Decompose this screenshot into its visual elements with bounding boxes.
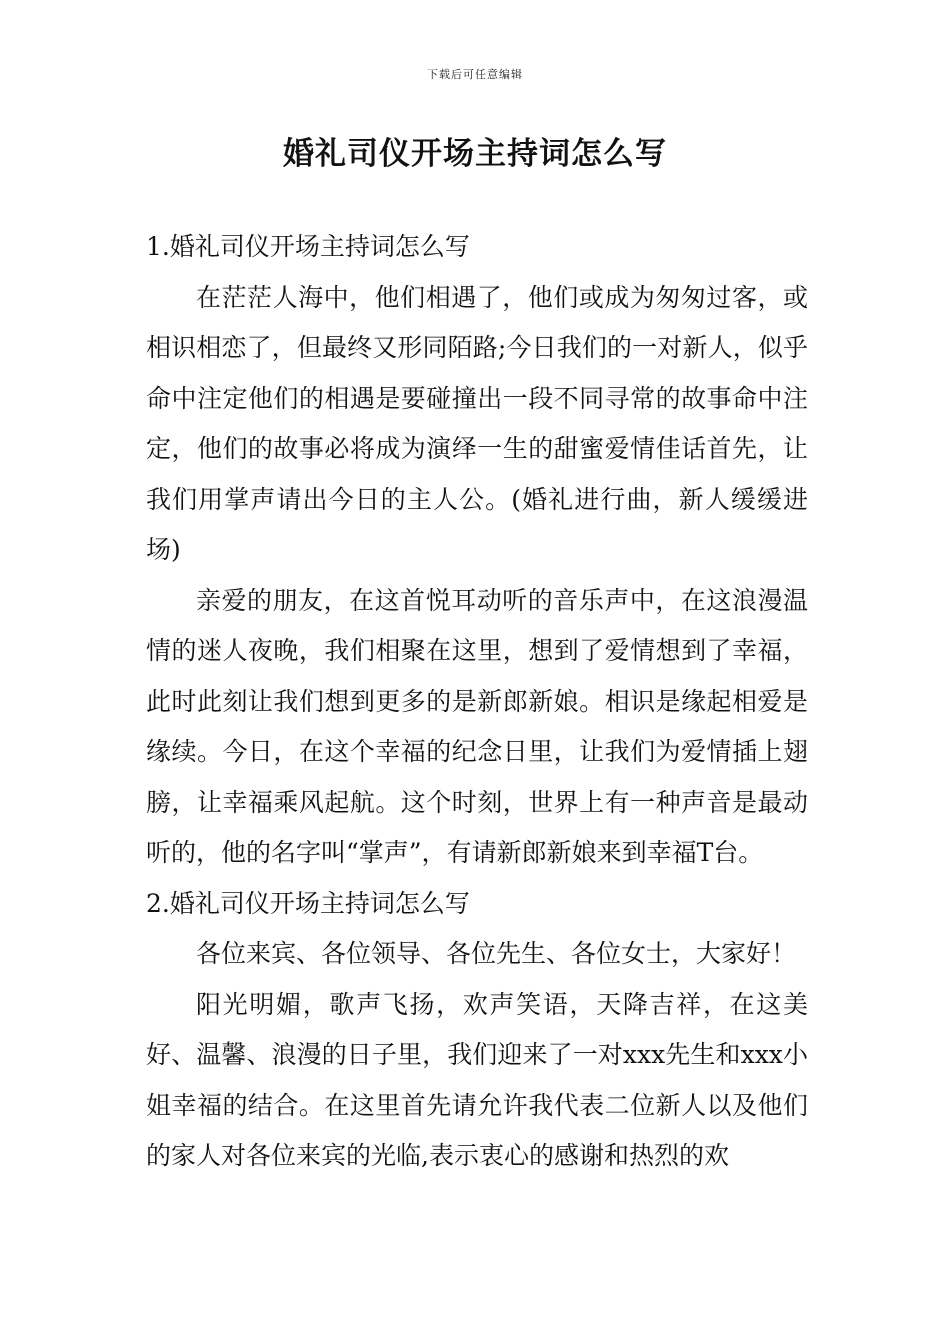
section-heading-2: 2.婚礼司仪开场主持词怎么写	[146, 888, 470, 918]
paragraph: 各位来宾、各位领导、各位先生、各位女士，大家好！	[196, 939, 797, 968]
paragraph: 在茫茫人海中，他们相遇了，他们或成为匆匆过客，或相识相恋了，但最终又形同陌路;今日我们的一对新人，似乎命中注定他们的相遇是要碰撞出一段不同寻常的故事命中注定，他们的故事必将成为演绎一生的甜蜜爱情佳话首先，让我们用掌声请出今日的主人公。(婚礼进行曲，新人缓缓进场)	[146, 282, 808, 564]
header-note: 下载后可任意编辑	[427, 68, 523, 81]
document-title: 婚礼司仪开场主持词怎么写	[283, 136, 667, 172]
paragraph: 亲爱的朋友，在这首悦耳动听的音乐声中，在这浪漫温情的迷人夜晚，我们相聚在这里，想到了爱情想到了幸福，此时此刻让我们想到更多的是新郎新娘。相识是缘起相爱是缘续。今日，在这个幸福的纪念日里，让我们为爱情插上翅膀，让幸福乘风起航。这个时刻，世界上有一种声音是最动听的，他的名字叫“掌声”，有请新郎新娘来到幸福T台。	[146, 585, 808, 867]
section-heading-1: 1.婚礼司仪开场主持词怎么写	[146, 232, 470, 261]
paragraph: 阳光明媚，歌声飞扬，欢声笑语，天降吉祥，在这美好、温馨、浪漫的日子里，我们迎来了一对xxx先生和xxx小姐幸福的结合。在这里首先请允许我代表二位新人以及他们的家人对各位来宾的光临,表示衷心的感谢和热烈的欢	[146, 989, 808, 1170]
document-body	[146, 222, 808, 1182]
